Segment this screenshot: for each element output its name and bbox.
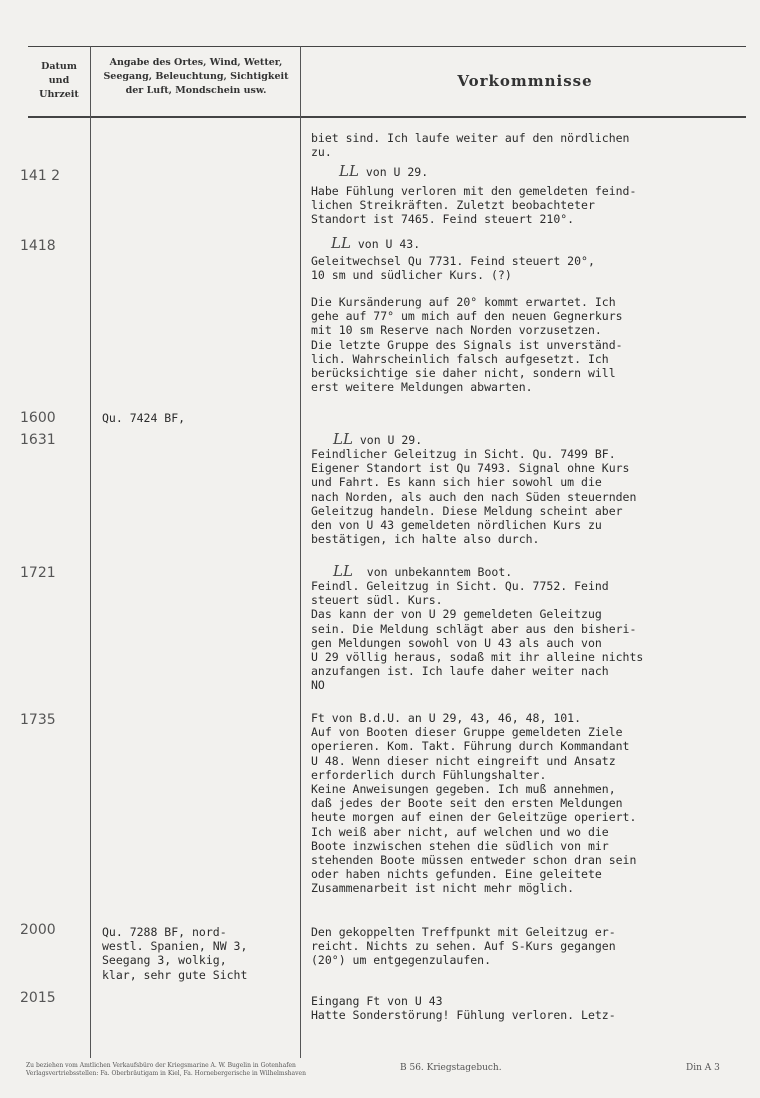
entry-text: Feindlicher Geleitzug in Sicht. Qu. 7499 BF. Eigener Standort ist Qu 7493. Signal ohne Kurs und Fahrt. Es kann sich hier sowohl um die nach Norden, als auch den nach Süden steuernden Geleitzug handeln. Diese Meldung scheint aber den von U 43 gemeldeten nördlichen Kurs zu bestätigen, ich halte also durch. xyxy=(311,447,637,547)
column-divider-1 xyxy=(90,46,91,1058)
entry-text: Eingang Ft von U 43 Hatte Sonderstörung! Fühlung verloren. Letz- xyxy=(311,994,616,1023)
column-divider-2 xyxy=(300,46,301,1058)
signal-sender: von U 29. xyxy=(358,165,429,179)
entry-time: 1735 xyxy=(20,712,56,728)
entry-location: Qu. 7288 BF, nord- westl. Spanien, NW 3, Seegang 3, wolkig, klar, sehr gute Sicht xyxy=(102,925,248,982)
entry-time: 141 2 xyxy=(20,168,61,184)
entry-signal-line xyxy=(311,432,751,447)
entry-time: 1721 xyxy=(20,565,56,581)
header-events: Vorkommnisse xyxy=(457,72,593,90)
entry-time: 2015 xyxy=(20,990,56,1006)
entry-time: 1631 xyxy=(20,432,56,448)
signal-mark: LL xyxy=(331,234,351,252)
signal-mark: LL xyxy=(333,430,353,448)
entry-signal-line xyxy=(311,564,751,579)
header-top-rule xyxy=(28,46,746,47)
entry-text: Ft von B.d.U. an U 29, 43, 46, 48, 101. Auf von Booten dieser Gruppe gemeldeten Ziele operieren. Kom. Takt. Führung durch Kommandant U 48. Wenn dieser nicht eingreift und Ansatz erforderlich durch Fühlungshalter. Keine Anweisungen gegeben. Ich muß annehmen, daß jedes der Boote seit den ersten Meldungen heute morgen auf einen der Geleitzüge operiert. Ich weiß aber nicht, auf welchen und wo die Boote inzwischen stehen die südlich von mir stehenden Boote müssen entweder schon dran sein oder haben nichts gefunden. Eine geleitete Zusammenarbeit ist nicht mehr möglich. xyxy=(311,711,637,896)
entry-signal-line xyxy=(311,236,751,251)
footer-paper-size: Din A 3 xyxy=(686,1063,720,1073)
entry-text: Den gekoppelten Treffpunkt mit Geleitzug er- reicht. Nichts zu sehen. Auf S-Kurs gegangen (20°) um entgegenzulaufen. xyxy=(311,925,616,968)
signal-sender: von U 29. xyxy=(352,433,423,447)
entry-signal-line xyxy=(311,164,751,179)
entry-text: Feindl. Geleitzug in Sicht. Qu. 7752. Feind steuert südl. Kurs. Das kann der von U 29 gemeldeten Geleitzug sein. Die Meldung schlägt aber aus den bisheri- gen Meldungen sowohl von U 43 als auch von U 29 völlig heraus, sodaß mit ihr alleine nichts anzufangen ist. Ich laufe daher weiter nach NO xyxy=(311,579,644,693)
footer-form-name: B 56. Kriegstagebuch. xyxy=(400,1063,502,1073)
signal-sender: von U 43. xyxy=(350,237,421,251)
entry-location: Qu. 7424 BF, xyxy=(102,411,186,425)
header-date-time: Datum und Uhrzeit xyxy=(39,61,79,100)
header-location-weather: Angabe des Ortes, Wind, Wetter, Seegang, Beleuchtung, Sichtigkeit der Luft, Mondschein usw. xyxy=(103,57,289,96)
entry-text: Die Kursänderung auf 20° kommt erwartet. Ich gehe auf 77° um mich auf den neuen Gegnerkurs mit 10 sm Reserve nach Norden vorzusetzen. Die letzte Gruppe des Signals ist unverständ- lich. Wahrscheinlich falsch aufgesetzt. Ich berücksichtige sie daher nicht, sondern will erst weitere Meldungen abwarten. xyxy=(311,295,623,395)
signal-mark: LL xyxy=(339,162,359,180)
entry-time: 2000 xyxy=(20,922,56,938)
signal-mark: LL xyxy=(333,562,353,580)
entry-continuation-text: biet sind. Ich laufe weiter auf den nördlichen zu. xyxy=(311,131,630,160)
entry-time: 1418 xyxy=(20,238,56,254)
entry-text: Habe Fühlung verloren mit den gemeldeten feind- lichen Streikräften. Zuletzt beobachteter Standort ist 7465. Feind steuert 210°. xyxy=(311,184,637,227)
header-bottom-rule xyxy=(28,116,746,118)
entry-time: 1600 xyxy=(20,410,56,426)
entry-text: Geleitwechsel Qu 7731. Feind steuert 20°, 10 sm und südlicher Kurs. (?) xyxy=(311,254,595,283)
footer-publisher-note: Zu beziehen vom Amtlichen Verkaufsbüro der Kriegsmarine A. W. Bugelin in Gotenhafen Verlagsvertriebsstellen: Fa. Oberbräutigam in Kiel, Fa. Hornebergerische in Wilhelmshaven xyxy=(26,1062,306,1077)
signal-sender: von unbekanntem Boot. xyxy=(352,565,513,579)
